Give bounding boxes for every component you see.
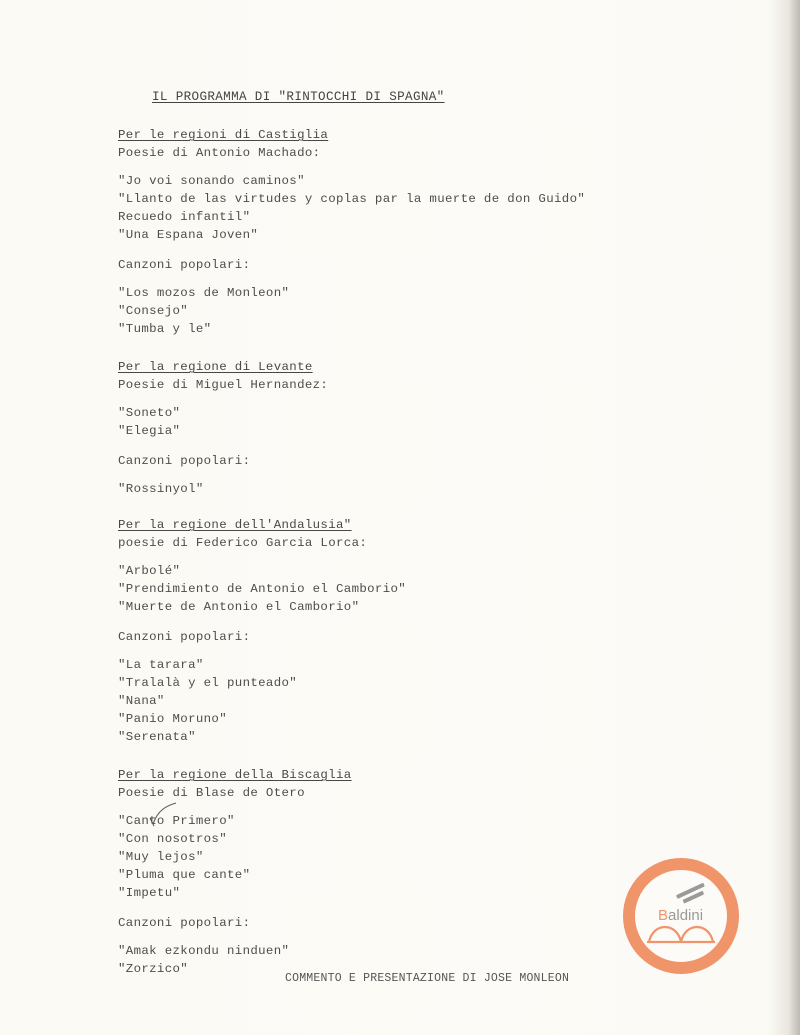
poem-item: "Arbolé" (118, 564, 181, 578)
song-item: "Tralalà y el punteado" (118, 676, 298, 690)
poem-item: "Soneto" (118, 406, 181, 420)
section-heading-andalusia: Per la regione dell'Andalusia" (118, 518, 352, 532)
poem-item: "Muerte de Antonio el Camborio" (118, 600, 360, 614)
poem-item: "Con nosotros" (118, 832, 227, 846)
poem-item: "Llanto de las virtudes y coplas par la muerte de don Guido" (118, 192, 586, 206)
poem-item: "Muy lejos" (118, 850, 204, 864)
poem-item: "Canto Primero" (118, 814, 235, 828)
poem-item: "Impetu" (118, 886, 181, 900)
handwritten-check-icon (140, 800, 180, 830)
songs-label: Canzoni popolari: (118, 630, 251, 644)
song-item: "La tarara" (118, 658, 204, 672)
footer-credit: COMMENTO E PRESENTAZIONE DI JOSE MONLEON (285, 972, 570, 985)
song-item: "Consejo" (118, 304, 189, 318)
poem-item: "Prendimiento de Antonio el Camborio" (118, 582, 407, 596)
poem-item: "Una Espana Joven" (118, 228, 259, 242)
song-item: "Amak ezkondu ninduen" (118, 944, 290, 958)
song-item: "Rossinyol" (118, 482, 204, 496)
poetry-intro: Poesie di Blase de Otero (118, 786, 305, 800)
section-heading-biscaglia: Per la regione della Biscaglia (118, 768, 352, 782)
songs-label: Canzoni popolari: (118, 258, 251, 272)
document-title: IL PROGRAMMA DI "RINTOCCHI DI SPAGNA" (152, 90, 445, 104)
library-stamp (621, 856, 741, 976)
song-item: "Serenata" (118, 730, 196, 744)
poem-item: Recuedo infantil" (118, 210, 251, 224)
song-item: "Nana" (118, 694, 165, 708)
svg-text:Baldini: Baldini (658, 907, 704, 924)
poem-item: "Pluma que cante" (118, 868, 251, 882)
song-item: "Los mozos de Monleon" (118, 286, 290, 300)
songs-label: Canzoni popolari: (118, 916, 251, 930)
song-item: "Zorzico" (118, 962, 189, 976)
songs-label: Canzoni popolari: (118, 454, 251, 468)
poetry-intro: Poesie di Antonio Machado: (118, 146, 321, 160)
poetry-intro: Poesie di Miguel Hernandez: (118, 378, 329, 392)
section-heading-levante: Per la regione di Levante (118, 360, 313, 374)
baldini-logo-icon (621, 856, 741, 976)
poetry-intro: poesie di Federico Garcia Lorca: (118, 536, 368, 550)
section-heading-castiglia: Per le regioni di Castiglia (118, 128, 329, 142)
song-item: "Panio Moruno" (118, 712, 227, 726)
song-item: "Tumba y le" (118, 322, 212, 336)
poem-item: "Jo voi sonando caminos" (118, 174, 305, 188)
poem-item: "Elegia" (118, 424, 181, 438)
